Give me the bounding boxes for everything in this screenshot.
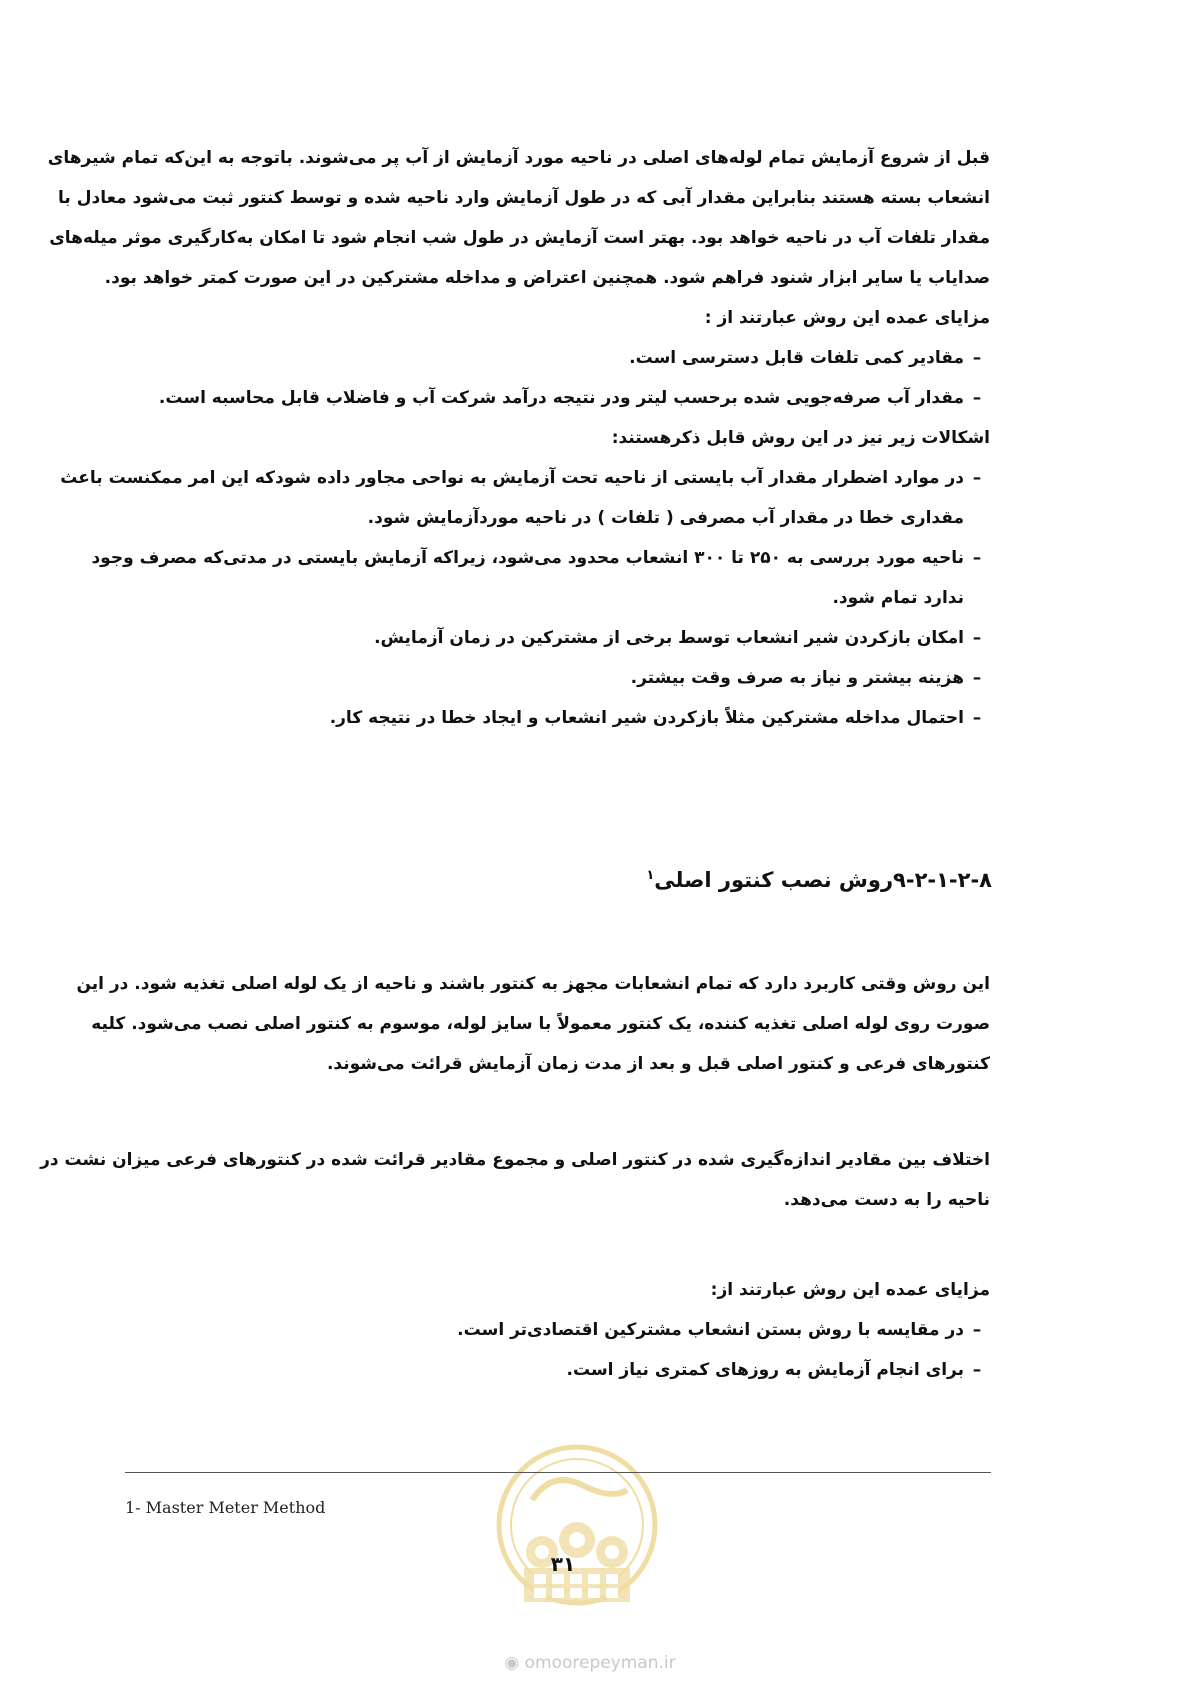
dash-marker: – bbox=[972, 708, 982, 728]
intro-line-3: مقدار تلفات آب در ناحیه خواهد بود. بهتر است آزمایش در طول شب انجام شود تا امکان به‌کارگیری موثر میله‌های bbox=[49, 228, 990, 248]
watermark-url-text: omoorepeyman.ir bbox=[524, 1653, 676, 1673]
method-paragraph bbox=[76, 964, 990, 1084]
advantages-title: مزایای عمده این روش عبارتند از : bbox=[704, 308, 990, 328]
drawback-text: احتمال مداخله مشترکین مثلاً بازکردن شیر انشعاب و ایجاد خطا در نتیجه کار. bbox=[329, 708, 964, 728]
method-line-3: کنتورهای فرعی و کنتور اصلی قبل و بعد از مدت زمان آزمایش قرائت می‌شوند. bbox=[326, 1054, 990, 1074]
drawback-continuation: مقداری خطا در مقدار آب مصرفی ( تلفات ) در ناحیه موردآزمایش شود. bbox=[367, 508, 964, 528]
footnote-divider bbox=[125, 1472, 991, 1473]
dash-marker: – bbox=[972, 548, 982, 568]
intro-line-2: انشعاب بسته هستند بنابراین مقدار آبی که در طول آزمایش وارد ناحیه شده و توسط کنتور ثبت می‌شود معادل با bbox=[58, 188, 990, 208]
method-line-2: صورت روی لوله اصلی تغذیه کننده، یک کنتور معمولاً با سایز لوله، موسوم به کنتور اصلی نصب می‌شود. کلیه bbox=[91, 1014, 990, 1034]
advantage-item bbox=[138, 338, 990, 378]
page-number: ۳۱ bbox=[550, 1552, 576, 1576]
difference-line-2: ناحیه را به دست می‌دهد. bbox=[783, 1190, 990, 1210]
drawback-item bbox=[60, 458, 990, 498]
drawback-continuation: ندارد تمام شود. bbox=[832, 588, 964, 608]
advantage-item bbox=[138, 1310, 990, 1350]
intro-line-1: قبل از شروع آزمایش تمام لوله‌های اصلی در ناحیه مورد آزمایش از آب پر می‌شوند. باتوجه به این‌که تمام شیرهای bbox=[47, 148, 990, 168]
watermark-logo-icon bbox=[492, 1440, 662, 1640]
difference-line-1: اختلاف بین مقادیر اندازه‌گیری شده در کنتور اصلی و مجموع مقادیر قرائت شده در کنتورهای فرعی میزان نشت در bbox=[40, 1150, 990, 1170]
section-heading-text: ۹-۲-۱-۲-۸روش نصب کنتور اصلی bbox=[654, 868, 992, 892]
advantages-title: مزایای عمده این روش عبارتند از: bbox=[710, 1280, 990, 1300]
advantage-text: مقدار آب صرفه‌جویی شده برحسب لیتر ودر نتیجه درآمد شرکت آب و فاضلاب قابل محاسبه است. bbox=[158, 388, 964, 408]
intro-paragraph bbox=[47, 138, 990, 738]
footnote-marker: ۱ bbox=[646, 868, 655, 883]
advantage-text: در مقایسه با روش بستن انشعاب مشترکین اقتصادی‌تر است. bbox=[457, 1320, 964, 1340]
dash-marker: – bbox=[972, 388, 982, 408]
drawback-text: امکان بازکردن شیر انشعاب توسط برخی از مشترکین در زمان آزمایش. bbox=[374, 628, 964, 648]
method-line-1: این روش وقتی کاربرد دارد که تمام انشعابات مجهز به کنتور باشند و ناحیه از یک لوله اصلی تغذیه شود. در این bbox=[76, 974, 990, 994]
drawbacks-title: اشکالات زیر نیز در این روش قابل ذکرهستند: bbox=[611, 428, 990, 448]
advantage-item bbox=[138, 378, 990, 418]
dash-marker: – bbox=[972, 468, 982, 488]
drawback-item bbox=[138, 618, 990, 658]
difference-paragraph bbox=[40, 1140, 990, 1220]
advantage-item bbox=[138, 1350, 990, 1390]
drawback-item bbox=[91, 538, 990, 578]
advantage-text: مقادیر کمی تلفات قابل دسترسی است. bbox=[629, 348, 964, 368]
drawback-item bbox=[138, 658, 990, 698]
drawback-text: هزینه بیشتر و نیاز به صرف وقت بیشتر. bbox=[630, 668, 964, 688]
advantages-section bbox=[138, 1270, 990, 1390]
intro-line-4: صدایاب یا سایر ابزار شنود فراهم شود. همچنین اعتراض و مداخله مشترکین در این صورت کمتر خواهد بود. bbox=[104, 268, 990, 288]
dash-marker: – bbox=[972, 628, 982, 648]
dash-marker: – bbox=[972, 1320, 982, 1340]
watermark-url: ◉ omoorepeyman.ir bbox=[504, 1653, 676, 1673]
footnote: 1- Master Meter Method bbox=[125, 1498, 326, 1517]
dash-marker: – bbox=[972, 668, 982, 688]
section-heading bbox=[646, 868, 992, 892]
drawback-text: ناحیه مورد بررسی به ۲۵۰ تا ۳۰۰ انشعاب محدود می‌شود، زیراکه آزمایش بایستی در مدتی‌که مصرف وجود bbox=[91, 548, 964, 568]
drawback-item bbox=[138, 698, 990, 738]
dash-marker: – bbox=[972, 348, 982, 368]
advantage-text: برای انجام آزمایش به روزهای کمتری نیاز است. bbox=[566, 1360, 964, 1380]
drawback-text: در موارد اضطرار مقدار آب بایستی از ناحیه تحت آزمایش به نواحی مجاور داده شودکه این امر ممکنست باعث bbox=[60, 468, 964, 488]
dash-marker: – bbox=[972, 1360, 982, 1380]
